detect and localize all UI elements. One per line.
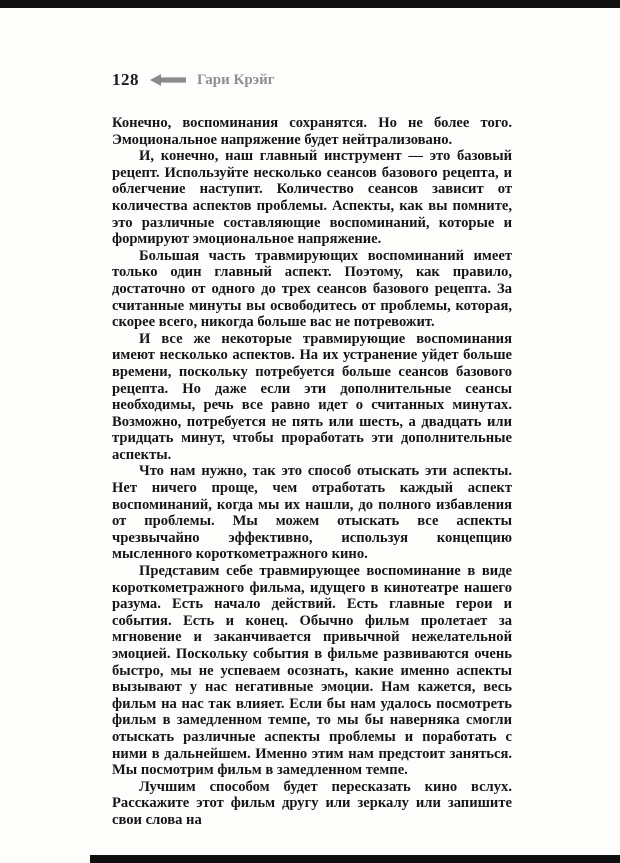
bottom-edge-bar bbox=[90, 855, 620, 863]
paragraph: Конечно, воспоминания сохранятся. Но не более того. Эмоциональное напряжение будет нейтрализовано. bbox=[112, 115, 512, 148]
paragraph: И все же некоторые травмирующие воспоминания имеют несколько аспектов. На их устранение уйдет больше времени, поскольку потребуется больше сеансов базового рецепта. Но даже если эти дополнительные сеансы необходимы, речь все равно идет о считанных минутах. Возможно, потребуется не пять или шесть, а двадцать или тридцать минут, чтобы проработать эти дополнительные аспекты. bbox=[112, 330, 512, 463]
left-arrow-icon bbox=[150, 74, 186, 86]
paragraph: Лучшим способом будет пересказать кино вслух. Расскажите этот фильм другу или зеркалу или запишите свои слова на bbox=[112, 778, 512, 828]
running-header bbox=[112, 70, 512, 90]
paragraph: Представим себе травмирующее воспоминание в виде короткометражного фильма, идущего в кинотеатре нашего разума. Есть начало действий. Есть главные герои и события. Есть и конец. Обычно фильм пролетает за мгновение и заканчивается привычной нежелательной эмоцией. Поскольку события в фильме развиваются очень быстро, мы не успеваем осознать, какие именно аспекты вызывают у нас негативные эмоции. Нам кажется, весь фильм на нас так влияет. Если бы нам удалось посмотреть фильм в замедленном темпе, то мы бы наверняка смогли отыскать различные аспекты проблемы и поработать с ними в дальнейшем. Именно этим нам предстоит заняться. Мы посмотрим фильм в замедленном темпе. bbox=[112, 563, 512, 779]
running-head-author: Гари Крэйг bbox=[197, 71, 275, 88]
paragraph: Что нам нужно, так это способ отыскать эти аспекты. Нет ничего проще, чем отработать каждый аспект воспоминаний, когда мы их нашли, до полного избавления от проблемы. Мы можем отыскать все аспекты чрезвычайно эффективно, используя концепцию мысленного короткометражного кино. bbox=[112, 463, 512, 563]
paragraph: Большая часть травмирующих воспоминаний имеет только один главный аспект. Поэтому, как правило, достаточно от одного до трех сеансов базового рецепта. За считанные минуты вы освободитесь от проблемы, которая, скорее всего, никогда больше вас не потревожит. bbox=[112, 247, 512, 331]
page-number: 128 bbox=[112, 70, 139, 89]
body-text bbox=[112, 115, 512, 829]
top-edge-bar bbox=[0, 0, 620, 8]
paragraph: И, конечно, наш главный инструмент — это базовый рецепт. Используйте несколько сеансов базового рецепта, и облегчение наступит. Количество сеансов зависит от количества аспектов проблемы. Аспекты, как вы помните, это различные составляющие воспоминаний, которые и формируют эмоциональное напряжение. bbox=[112, 148, 512, 248]
